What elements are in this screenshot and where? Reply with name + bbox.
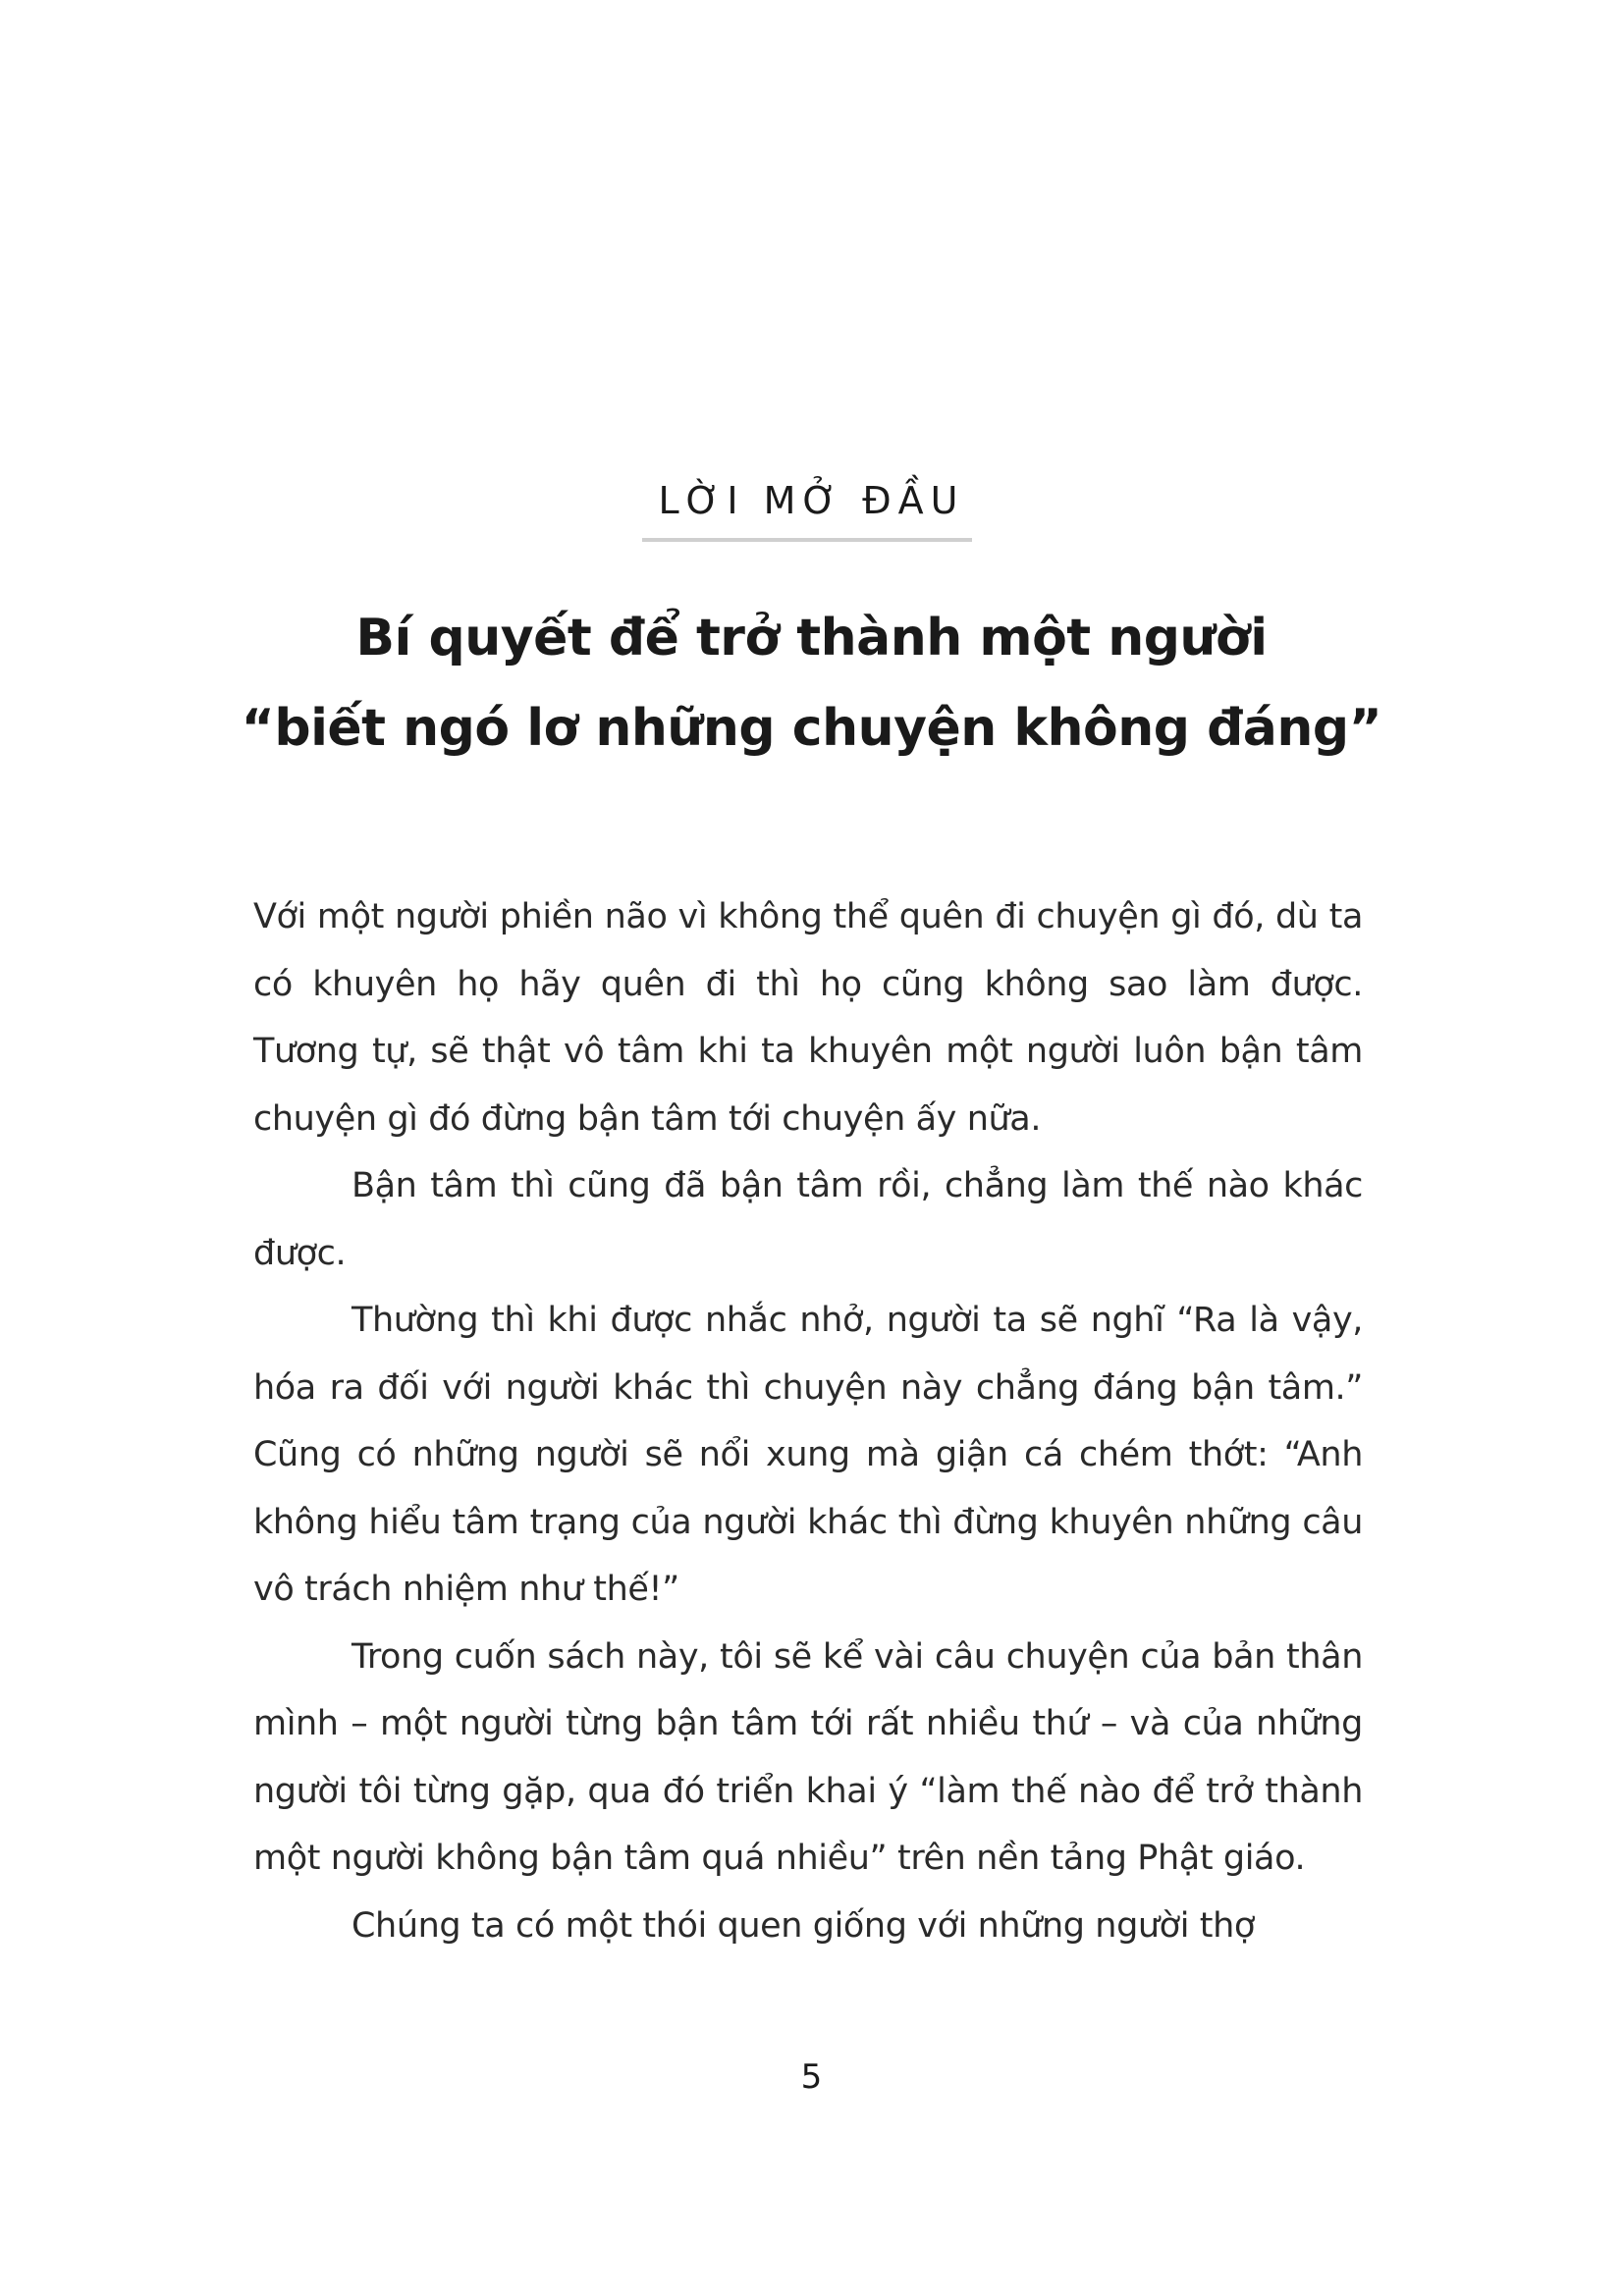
section-label: LỜI MỞ ĐẦU xyxy=(658,479,965,522)
paragraph-4: Trong cuốn sách này, tôi sẽ kể vài câu chuyện của bản thân mình – một người từng bận tâm tới rất nhiều thứ – và của những người tôi từng gặp, qua đó triển khai ý “làm thế nào để trở thành một người không bận tâm quá nhiều” trên nền tảng Phật giáo. xyxy=(253,1636,1363,1878)
paragraph-5: Chúng ta có một thói quen giống với những người thợ xyxy=(352,1905,1255,1946)
chapter-title-line-1: Bí quyết để trở thành một người xyxy=(355,609,1268,667)
paragraph-1: Với một người phiền não vì không thể quên đi chuyện gì đó, dù ta có khuyên họ hãy quên đi thì họ cũng không sao làm được. Tương tự, sẽ thật vô tâm khi ta khuyên một người luôn bận tâm chuyện gì đó đừng bận tâm tới chuyện ấy nữa. xyxy=(253,897,1363,1139)
paragraph-2: Bận tâm thì cũng đã bận tâm rồi, chẳng làm thế nào khác được. xyxy=(253,1166,1363,1273)
paragraph-3: Thường thì khi được nhắc nhở, người ta sẽ nghĩ “Ra là vậy, hóa ra đối với người khác thì chuyện này chẳng đáng bận tâm.” Cũng có những người sẽ nổi xung mà giận cá chém thớt: “Anh không hiểu tâm trạng của người khác thì đừng khuyên những câu vô trách nhiệm như thế!” xyxy=(253,1301,1363,1609)
page-number: 5 xyxy=(800,2057,823,2097)
chapter-title xyxy=(0,593,1623,774)
chapter-title-line-2: “biết ngó lơ những chuyện không đáng” xyxy=(241,699,1382,758)
body-text xyxy=(253,883,1363,1959)
section-divider xyxy=(642,538,972,542)
